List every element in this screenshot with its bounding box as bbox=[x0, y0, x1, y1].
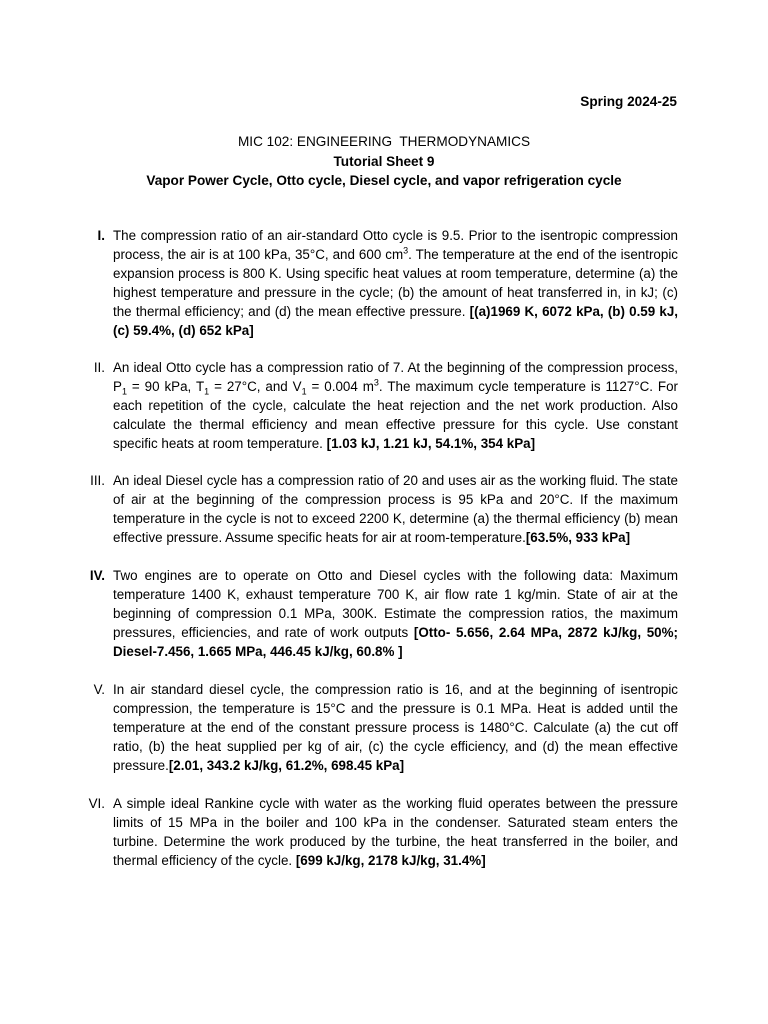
problem-5 bbox=[75, 681, 678, 776]
sheet-title: Tutorial Sheet 9 bbox=[333, 153, 435, 169]
problem-text-part: An ideal Diesel cycle has a compression ratio of 20 and uses air as the working fluid. The state of air at the beginning of the compression process is 95 kPa and 20°C. If the maximum temperature in the cycle is not to exceed 2200 K, determine (a) the thermal efficiency (b) mean effective pressure. Assume specific heats for air at room-temperature. bbox=[113, 473, 678, 545]
problem-text-part: The compression ratio of an air-standard Otto cycle is 9.5. Prior to the isentropic compression process, the air is at 100 kPa, 35°C, and 600 cm bbox=[113, 228, 678, 262]
subscript: 1 bbox=[301, 386, 307, 397]
problem-text bbox=[113, 227, 678, 340]
course-title: MIC 102: ENGINEERING THERMODYNAMICS bbox=[237, 134, 531, 149]
problem-text-part: = 0.004 m bbox=[306, 378, 374, 394]
problem-answer: [2.01, 343.2 kJ/kg, 61.2%, 698.45 kPa] bbox=[168, 757, 405, 773]
problem-text-part: . The maximum cycle temperature is 1127°C. For each repetition of the cycle, calculate the heat rejection and the net work production. Also calculate the thermal efficiency and mean effective pressure for this cycle. Use constant specific heats at room temperature. bbox=[113, 378, 678, 451]
problem-2 bbox=[75, 359, 678, 454]
problem-number: VI. bbox=[88, 796, 105, 811]
problem-text-part: An ideal Otto cycle has a compression ratio of 7. At the beginning of the compression process, P bbox=[113, 360, 678, 394]
problem-text-part: = 90 kPa, T bbox=[126, 378, 205, 394]
problem-text-part: In air standard diesel cycle, the compression ratio is 16, and at the beginning of isentropic compression, the temperature is 15°C and the pressure is 0.1 MPa. Heat is added until the temperature at the end of the constant pressure process is 1480°C. Calculate (a) the cut off ratio, (b) the heat supplied per kg of air, (c) the cycle efficiency, and (d) the mean effective pressure. bbox=[113, 682, 678, 773]
problem-number: IV. bbox=[89, 568, 105, 583]
problem-answer: [(a)1969 K, 6072 kPa, (b) 0.59 kJ, (c) 59.4%, (d) 652 kPa] bbox=[113, 303, 679, 338]
document-header bbox=[0, 132, 768, 191]
problem-text bbox=[113, 681, 678, 776]
problem-text bbox=[113, 359, 678, 454]
problem-3 bbox=[75, 472, 678, 548]
sheet-topic: Vapor Power Cycle, Otto cycle, Diesel cycle, and vapor refrigeration cycle bbox=[146, 173, 622, 188]
problem-answer: [699 kJ/kg, 2178 kJ/kg, 31.4%] bbox=[295, 852, 486, 868]
problem-text bbox=[113, 472, 678, 548]
problem-text-part: = 27°C, and V bbox=[209, 378, 302, 394]
problem-text bbox=[113, 795, 678, 871]
problem-1 bbox=[75, 227, 678, 340]
problem-number: II. bbox=[93, 360, 105, 375]
problem-number: I. bbox=[97, 228, 105, 243]
subscript: 1 bbox=[121, 386, 127, 397]
superscript: 3 bbox=[403, 245, 409, 256]
problem-text-part: . The temperature at the end of the isentropic expansion process is 800 K. Using specific heat values at room temperature, determine (a) the highest temperature and pressure in the cycle; (b) the amount of heat transferred in, in kJ; (c) the thermal efficiency; and (d) the mean effective pressure. bbox=[113, 246, 678, 319]
problem-4 bbox=[75, 567, 678, 662]
problem-text bbox=[113, 567, 678, 662]
problem-6 bbox=[75, 795, 678, 871]
problem-text-part: Two engines are to operate on Otto and Diesel cycles with the following data: Maximum temperature 1400 K, exhaust temperature 700 K, air flow rate 1 kg/min. State of air at the beginning of compression 0.1 MPa, 300K. Estimate the compression ratios, the maximum pressures, efficiencies, and rate of work outputs bbox=[113, 568, 678, 640]
term-label: Spring 2024-25 bbox=[580, 94, 677, 109]
problem-answer: [1.03 kJ, 1.21 kJ, 54.1%, 354 kPa] bbox=[326, 435, 536, 451]
superscript: 3 bbox=[373, 377, 379, 388]
problem-answer: [63.5%, 933 kPa] bbox=[525, 529, 631, 545]
problem-answer: [Otto- 5.656, 2.64 MPa, 2872 kJ/kg, 50%; Diesel-7.456, 1.665 MPa, 446.45 kJ/kg, 60.8% ] bbox=[113, 624, 678, 659]
problem-number: III. bbox=[90, 473, 105, 488]
subscript: 1 bbox=[204, 386, 210, 397]
problem-text-part: A simple ideal Rankine cycle with water as the working fluid operates between the pressure limits of 15 MPa in the boiler and 100 kPa in the condenser. Saturated steam enters the turbine. Determine the work produced by the turbine, the heat transferred in the boiler, and thermal efficiency of the cycle. bbox=[113, 796, 678, 868]
problem-number: V. bbox=[93, 682, 105, 697]
